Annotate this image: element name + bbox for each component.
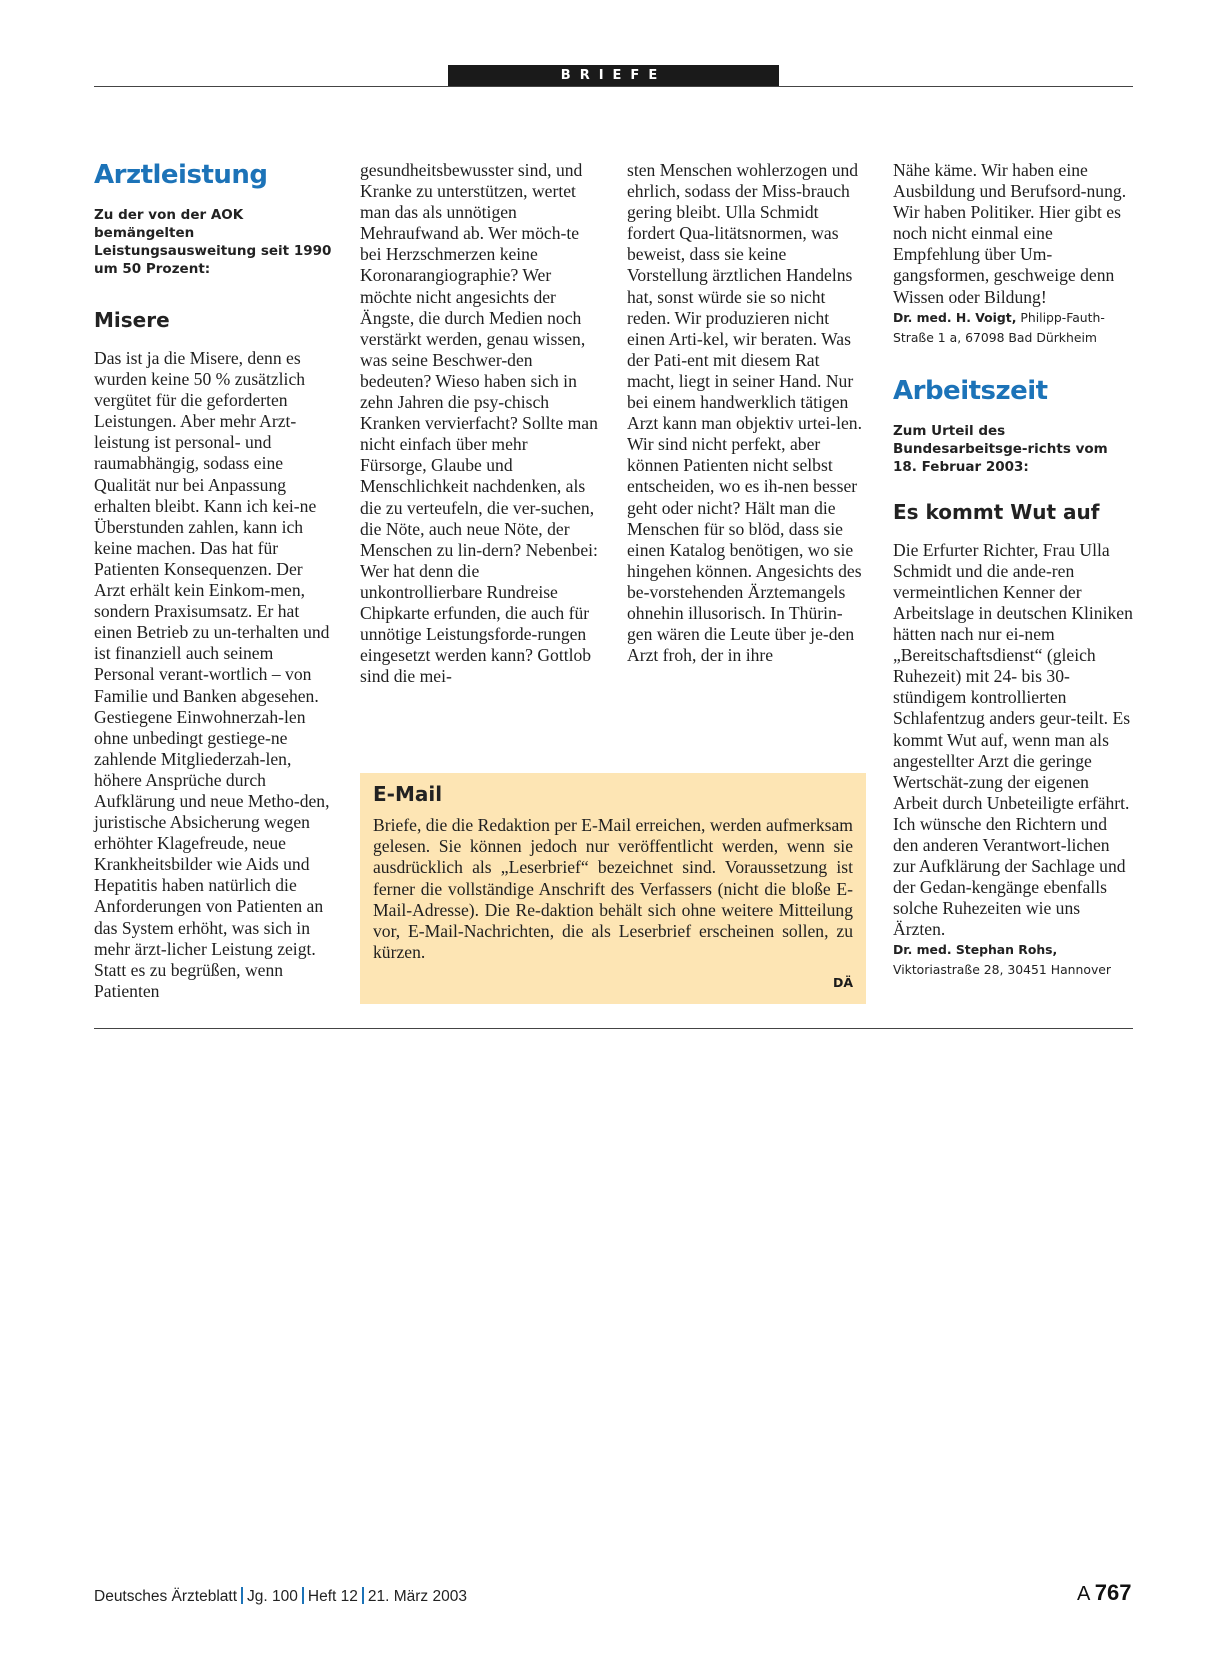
signature-address: Viktoriastraße 28, 30451 Hannover xyxy=(893,962,1112,978)
journal-issue: Heft 12 xyxy=(307,1588,358,1605)
article-body-text: Das ist ja die Misere, denn es wurden keine 50 % zusätzlich vergütet für die geforderten Leistungen. Aber mehr Arzt-leistung ist personal- und raumabhängig, sodass eine Qualität nur bei Anpassung erhalten bleibt. Kann ich kei-ne Überstunden zahlen, kann ich keine machen. Das hat für Patienten Konsequenzen. Der Arzt erhält kein Einkom-men, sondern Praxisumsatz. Er hat einen Betrieb zu un-terhalten und ist finanziell auch seinem Personal verant-wortlich – von Familie und Banken abgesehen. Gestiegene Einwohnerzah-len ohne unbedingt gestiege-ne zahlende Mitgliederzah-len, höhere Ansprüche durch Aufklärung und neue Metho-den, juristische Absicherung wegen erhöhter Klagefreude, neue Krankheitsbilder wie Aids und Hepatitis haben natürlich die Anforderungen von Patienten an das System erhöht, was sich in mehr ärzt-licher Leistung zeigt. Statt es zu begrüßen, wenn Patienten xyxy=(94,348,330,1001)
separator xyxy=(302,1587,304,1604)
article-title-arbeitszeit: Arbeitszeit xyxy=(893,375,1048,406)
page-prefix: A xyxy=(1077,1583,1091,1605)
signature-name: Dr. med. Stephan Rohs, xyxy=(893,942,1058,958)
signature-name: Dr. med. H. Voigt, xyxy=(893,309,1017,325)
letter-signature xyxy=(893,308,1133,348)
separator xyxy=(362,1587,364,1604)
article-body-text: Die Erfurter Richter, Frau Ulla Schmidt und die ande-ren vermeintlichen Kenner der Arbeitslage in deutschen Kliniken hätten nach nur ei-nem „Bereitschaftsdienst“ (gleich Ruhezeit) mit 24- bis 30-stündigem kontrollierten Schlafentzug anders geur-teilt. Es kommt Wut auf, wenn man als angestellter Arzt die geringe Wertschät-zung der eigenen Arbeit durch Unbeteiligte erfährt. Ich wünsche den Richtern und den anderen Verantwort-lichen zur Aufklärung der Sachlage und der Gedan-kengänge ebenfalls solche Ruhezeiten wie uns Ärzten. xyxy=(893,539,1133,940)
article-subtitle: Es kommt Wut auf xyxy=(893,499,1100,524)
column-2 xyxy=(360,160,598,687)
page-number xyxy=(1077,1580,1132,1606)
article-intro: Zum Urteil des Bundesarbeitsge-richts vom 18. Februar 2003: xyxy=(893,422,1108,475)
email-info-box xyxy=(360,773,866,1004)
footer-citation xyxy=(94,1587,467,1606)
article-title-arztleistung: Arztleistung xyxy=(94,160,268,190)
journal-date: 21. März 2003 xyxy=(367,1588,467,1605)
email-box-sign: DÄ xyxy=(832,975,853,990)
column-1 xyxy=(94,160,332,1002)
article-subtitle: Misere xyxy=(94,308,170,332)
article-body-text: Nähe käme. Wir haben eine Ausbildung und Berufsord-nung. Wir haben Politiker. Hier gibt es noch nicht einmal eine Empfehlung über Um-gangsformen, geschweige denn Wissen oder Bildung! xyxy=(893,160,1127,307)
separator xyxy=(241,1587,243,1604)
signature-address: Philipp-Fauth-Straße 1 a, 67098 Bad Dürkheim xyxy=(893,309,1105,345)
header-rule xyxy=(94,86,1133,87)
email-box-title: E-Mail xyxy=(373,782,443,806)
letter-signature xyxy=(893,940,1133,980)
article-intro: Zu der von der AOK bemängelten Leistungsausweitung seit 1990 um 50 Prozent: xyxy=(94,207,332,277)
section-banner: BRIEFE xyxy=(448,65,779,86)
journal-volume: Jg. 100 xyxy=(247,1588,298,1605)
article-body-text: sten Menschen wohlerzogen und ehrlich, sodass der Miss-brauch gering bleibt. Ulla Schmidt fordert Qua-litätsnormen, was beweist, dass sie keine Vorstellung ärztlichen Handelns hat, sonst würde sie so nicht reden. Wir produzieren nicht einen Arti-kel, wir beraten. Was der Pati-ent mit diesem Rat macht, liegt in seiner Hand. Nur bei einem handwerklich tätigen Arzt kann man objektiv urtei-len. Wir sind nicht perfekt, aber können Patienten nicht selbst entscheiden, wo es ih-nen besser geht oder nicht? Hält man die Menschen für so blöd, dass sie einen Katalog benötigen, wo sie hingehen können. Angesichts des be-vorstehenden Ärztemangels ohnehin illusorisch. In Thürin-gen wären die Leute über je-den Arzt froh, der in ihre xyxy=(627,160,862,666)
page-number-value: 767 xyxy=(1094,1580,1132,1605)
article-body-text: gesundheitsbewusster sind, und Kranke zu unterstützen, wertet man das als unnötigen Mehraufwand ab. Wer möch-te bei Herzschmerzen keine Koronarangiographie? Wer möchte nicht angesichts der Ängste, die durch Medien noch verstärkt werden, genau wissen, was seine Beschwer-den bedeuten? Wieso haben sich in zehn Jahren die psy-chisch Kranken vervierfacht? Sollte man nicht einfach über mehr Fürsorge, Glaube und Menschlichkeit nachdenken, als die zu verteufeln, die ver-suchen, die Nöte, auch neue Nöte, der Menschen zu lin-dern? Nebenbei: Wer hat denn die unkontrollierbare Rundreise Chipkarte erfunden, die auch für unnötige Leistungsforde-rungen eingesetzt werden kann? Gottlob sind die mei- xyxy=(360,160,598,687)
column-3 xyxy=(627,160,867,666)
journal-name: Deutsches Ärzteblatt xyxy=(94,1588,238,1605)
footer-rule xyxy=(94,1028,1133,1029)
column-4 xyxy=(893,160,1133,980)
email-box-text: Briefe, die die Redaktion per E-Mail erreichen, werden aufmerksam gelesen. Sie können jedoch nur veröffentlicht werden, wenn sie ausdrücklich als „Leserbrief“ bezeichnet sind. Voraussetzung ist ferner die vollständige Anschrift des Verfassers (nicht die bloße E-Mail-Adresse). Die Re-daktion behält sich ohne weitere Mitteilung vor, E-Mail-Nachrichten, die als Leserbrief erscheinen sollen, zu kürzen. xyxy=(373,815,853,963)
